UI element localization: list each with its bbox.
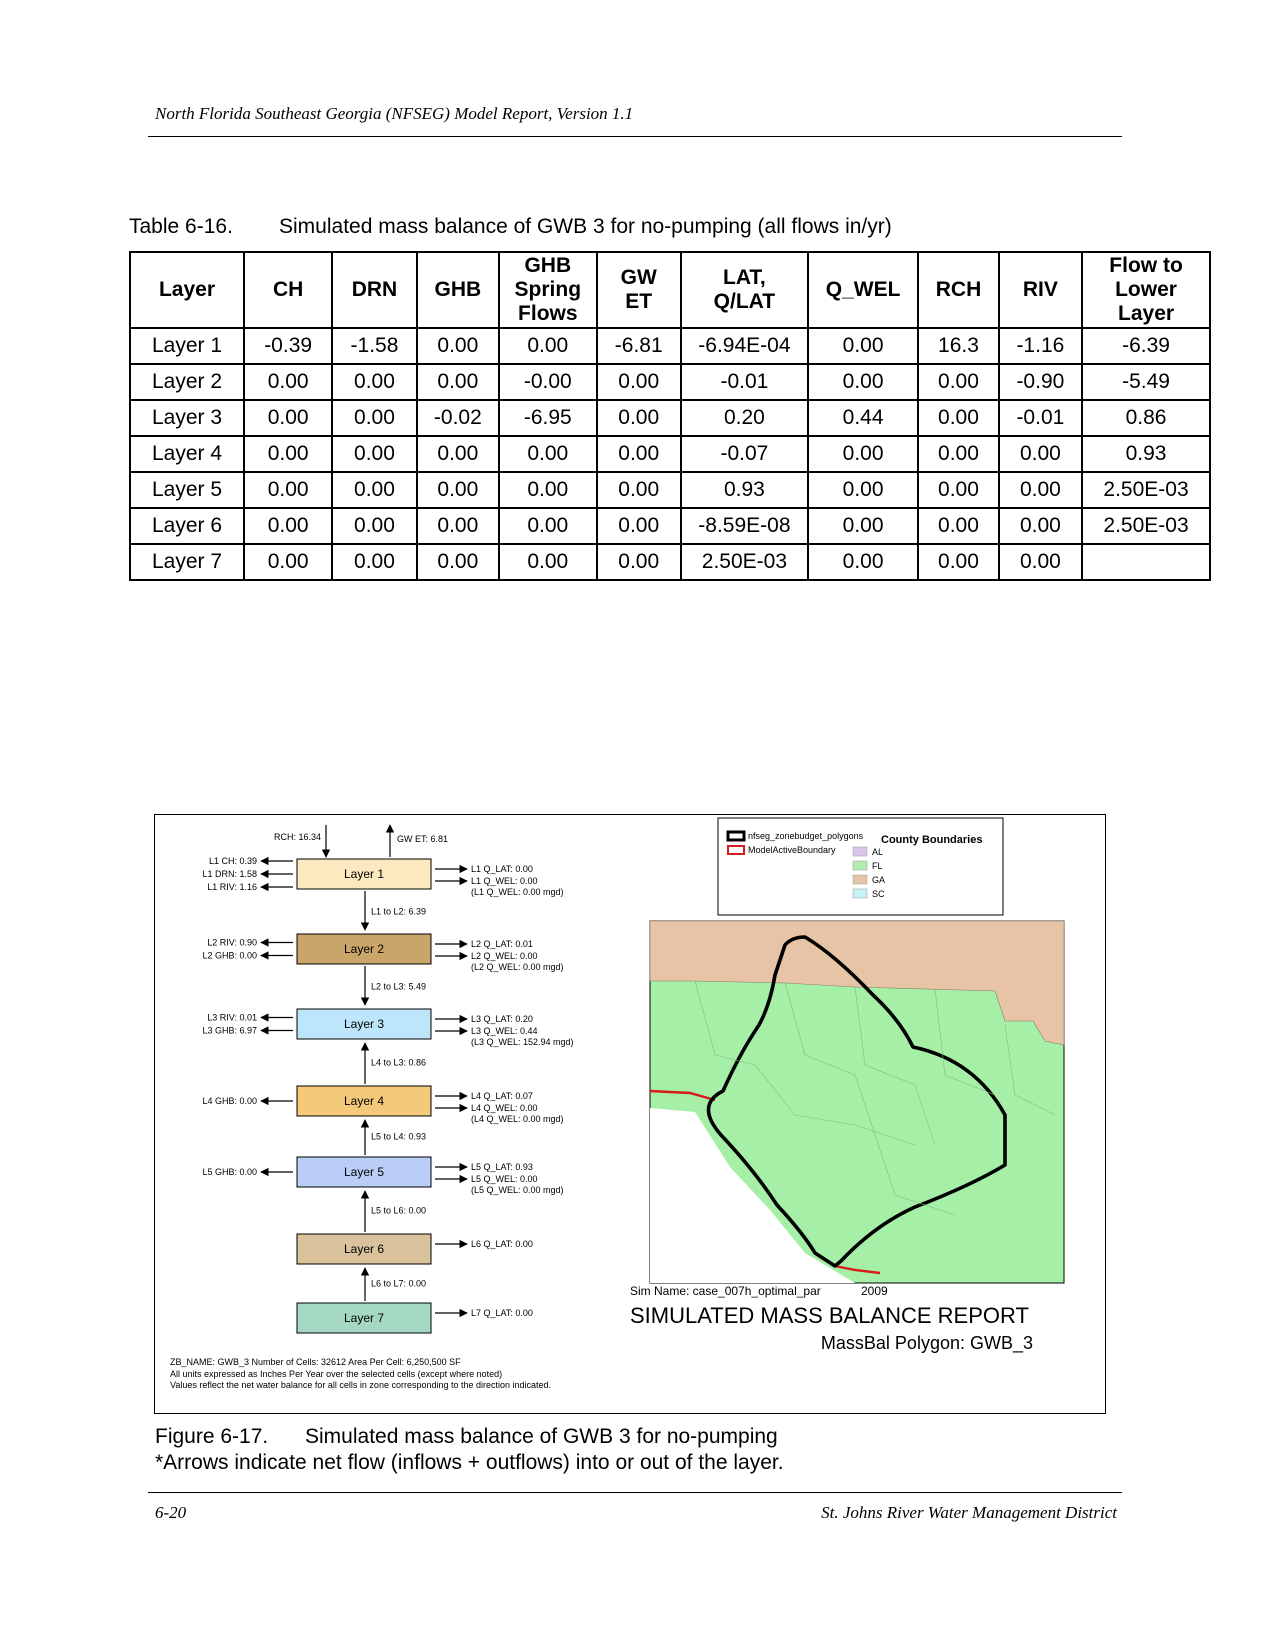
layer-box-label: Layer 4 bbox=[343, 1094, 385, 1108]
county-swatch bbox=[853, 875, 867, 884]
between-layer-label: L4 to L3: 0.86 bbox=[371, 1057, 427, 1068]
table-cell: -6.94E-04 bbox=[681, 328, 808, 364]
column-header bbox=[499, 252, 596, 328]
column-header bbox=[1082, 252, 1210, 328]
between-layer-label: L5 to L4: 0.93 bbox=[371, 1131, 427, 1142]
column-header-line: LAT, bbox=[723, 266, 766, 289]
left-flow-label: L1 RIV: 1.16 bbox=[207, 882, 257, 892]
county-name: SC bbox=[872, 889, 885, 899]
column-header-line: DRN bbox=[351, 278, 398, 301]
table-cell: 0.00 bbox=[999, 544, 1082, 580]
table-cell: -6.95 bbox=[499, 400, 596, 436]
table-cell: 0.00 bbox=[597, 544, 681, 580]
table-cell: 0.00 bbox=[417, 472, 499, 508]
table-cell: 0.00 bbox=[808, 472, 918, 508]
left-flow-label: L2 GHB: 0.00 bbox=[202, 950, 257, 961]
table-cell: 0.00 bbox=[999, 436, 1082, 472]
table-cell: 0.00 bbox=[417, 364, 499, 400]
table-cell: 0.00 bbox=[918, 508, 998, 544]
table-cell: 0.00 bbox=[597, 400, 681, 436]
page-number: 6-20 bbox=[155, 1503, 187, 1522]
right-flow-label: L1 Q_LAT: 0.00 bbox=[471, 864, 533, 874]
right-flow-label: (L1 Q_WEL: 0.00 mgd) bbox=[471, 887, 564, 897]
column-header-line: CH bbox=[272, 278, 304, 301]
table-cell: 0.00 bbox=[332, 364, 416, 400]
figure-note-1: ZB_NAME: GWB_3 Number of Cells: 32612 Area Per Cell: 6,250,500 SF bbox=[170, 1357, 461, 1367]
right-flow-label: L6 Q_LAT: 0.00 bbox=[471, 1239, 533, 1249]
layer-box-label: Layer 5 bbox=[343, 1165, 385, 1179]
table-cell: -0.39 bbox=[244, 328, 332, 364]
between-layer-label: L6 to L7: 0.00 bbox=[371, 1278, 427, 1289]
layer-box-label: Layer 6 bbox=[343, 1242, 385, 1256]
figure-note-3: Values reflect the net water balance for all cells in zone corresponding to the direction indicated. bbox=[170, 1380, 552, 1390]
figure-caption-label: Figure 6-17. bbox=[155, 1425, 269, 1448]
left-flow-label: L3 RIV: 0.01 bbox=[207, 1012, 257, 1023]
table-cell: -0.02 bbox=[417, 400, 499, 436]
sim-year: 2009 bbox=[861, 1284, 888, 1298]
column-header-line: RIV bbox=[1022, 278, 1058, 301]
table-caption bbox=[129, 215, 892, 239]
column-header-line: GHB bbox=[524, 254, 572, 277]
table-cell: 0.00 bbox=[918, 400, 998, 436]
column-header-line: ET bbox=[625, 290, 653, 313]
table-row bbox=[130, 436, 1210, 472]
table-cell: 0.00 bbox=[244, 436, 332, 472]
table-cell: 0.86 bbox=[1082, 400, 1210, 436]
table-cell: 0.00 bbox=[417, 436, 499, 472]
row-label: Layer 2 bbox=[130, 364, 244, 400]
table-cell: 0.00 bbox=[808, 544, 918, 580]
gwet-label: GW ET: 6.81 bbox=[397, 834, 449, 844]
table-cell: 0.00 bbox=[332, 544, 416, 580]
column-header-line: Layer bbox=[158, 278, 216, 301]
table-cell: 0.00 bbox=[999, 508, 1082, 544]
right-flow-label: (L5 Q_WEL: 0.00 mgd) bbox=[471, 1185, 564, 1195]
table-cell: 0.00 bbox=[244, 508, 332, 544]
table-cell: 0.00 bbox=[332, 508, 416, 544]
table-cell: -0.00 bbox=[499, 364, 596, 400]
right-flow-label: L1 Q_WEL: 0.00 bbox=[471, 876, 538, 886]
between-layer-label: L5 to L6: 0.00 bbox=[371, 1205, 427, 1216]
right-flow-label: (L2 Q_WEL: 0.00 mgd) bbox=[471, 962, 564, 972]
right-flow-label: L2 Q_WEL: 0.00 bbox=[471, 951, 538, 961]
county-name: GA bbox=[872, 875, 886, 885]
column-header-line: Flow to bbox=[1109, 254, 1183, 277]
row-label: Layer 4 bbox=[130, 436, 244, 472]
table-cell: 16.3 bbox=[918, 328, 998, 364]
table-cell: 0.00 bbox=[808, 508, 918, 544]
table-cell: 0.00 bbox=[244, 472, 332, 508]
table-cell: 0.00 bbox=[808, 328, 918, 364]
sim-name: Sim Name: case_007h_optimal_par bbox=[630, 1284, 821, 1298]
column-header bbox=[808, 252, 918, 328]
column-header-line: Q/LAT bbox=[713, 290, 776, 313]
column-header bbox=[244, 252, 332, 328]
map-legend bbox=[718, 818, 1003, 915]
table-cell: 0.00 bbox=[499, 544, 596, 580]
mass-balance-figure bbox=[154, 814, 1106, 1414]
table-cell bbox=[1082, 544, 1210, 580]
right-flow-label: L3 Q_WEL: 0.44 bbox=[471, 1026, 538, 1036]
table-row bbox=[130, 364, 1210, 400]
table-cell: 0.93 bbox=[1082, 436, 1210, 472]
layer-box-label: Layer 3 bbox=[343, 1017, 385, 1031]
table-cell: 0.00 bbox=[332, 400, 416, 436]
county-swatch bbox=[853, 847, 867, 856]
right-flow-label: L5 Q_WEL: 0.00 bbox=[471, 1174, 538, 1184]
table-row bbox=[130, 472, 1210, 508]
mass-balance-table bbox=[129, 251, 1211, 581]
table-header-row bbox=[130, 252, 1210, 328]
right-flow-label: (L3 Q_WEL: 152.94 mgd) bbox=[471, 1037, 574, 1047]
row-label: Layer 6 bbox=[130, 508, 244, 544]
table-cell: 0.00 bbox=[417, 544, 499, 580]
table-row bbox=[130, 400, 1210, 436]
layer-box-label: Layer 7 bbox=[343, 1311, 385, 1325]
right-flow-label: (L4 Q_WEL: 0.00 mgd) bbox=[471, 1114, 564, 1124]
table-cell: -0.90 bbox=[999, 364, 1082, 400]
table-cell: 0.00 bbox=[597, 508, 681, 544]
column-header-line: RCH bbox=[935, 278, 982, 301]
table-cell: 0.00 bbox=[244, 544, 332, 580]
row-label: Layer 1 bbox=[130, 328, 244, 364]
table-cell: 2.50E-03 bbox=[1082, 508, 1210, 544]
table-cell: -0.01 bbox=[681, 364, 808, 400]
table-cell: 0.00 bbox=[918, 544, 998, 580]
left-flow-label: L3 GHB: 6.97 bbox=[202, 1025, 257, 1036]
table-cell: 0.00 bbox=[918, 364, 998, 400]
between-layer-label: L1 to L2: 6.39 bbox=[371, 906, 427, 917]
left-flow-label: L4 GHB: 0.00 bbox=[202, 1096, 257, 1106]
county-swatch bbox=[853, 889, 867, 898]
column-header bbox=[417, 252, 499, 328]
table-cell: 0.44 bbox=[808, 400, 918, 436]
legend-county-title: County Boundaries bbox=[881, 834, 983, 846]
table-cell: 0.00 bbox=[999, 472, 1082, 508]
table-cell: -0.07 bbox=[681, 436, 808, 472]
right-flow-label: L4 Q_WEL: 0.00 bbox=[471, 1103, 538, 1113]
left-flow-label: L1 DRN: 1.58 bbox=[202, 869, 257, 879]
figure-canvas bbox=[155, 815, 1105, 1413]
legend-boundary-label: ModelActiveBoundary bbox=[748, 845, 836, 855]
table-cell: 0.00 bbox=[597, 436, 681, 472]
column-header bbox=[999, 252, 1082, 328]
table-cell: 0.00 bbox=[244, 364, 332, 400]
column-header-line: GHB bbox=[434, 278, 482, 301]
right-flow-label: L2 Q_LAT: 0.01 bbox=[471, 939, 533, 949]
row-label: Layer 3 bbox=[130, 400, 244, 436]
table-cell: 0.00 bbox=[918, 472, 998, 508]
layer-box-label: Layer 1 bbox=[343, 867, 385, 881]
table-row bbox=[130, 328, 1210, 364]
table-cell: 0.00 bbox=[597, 364, 681, 400]
column-header bbox=[332, 252, 416, 328]
table-cell: 2.50E-03 bbox=[1082, 472, 1210, 508]
footer-organization: St. Johns River Water Management District bbox=[821, 1503, 1117, 1522]
table-cell: -1.58 bbox=[332, 328, 416, 364]
table-cell: 0.93 bbox=[681, 472, 808, 508]
study-map bbox=[650, 921, 1064, 1283]
table-cell: -1.16 bbox=[999, 328, 1082, 364]
table-cell: 0.00 bbox=[417, 508, 499, 544]
column-header bbox=[597, 252, 681, 328]
table-cell: -5.49 bbox=[1082, 364, 1210, 400]
column-header bbox=[130, 252, 244, 328]
column-header bbox=[681, 252, 808, 328]
column-header-line: Spring bbox=[514, 278, 582, 301]
figure-caption-text: Simulated mass balance of GWB 3 for no-pumping bbox=[305, 1425, 778, 1448]
layer-flow-diagram bbox=[202, 825, 573, 1333]
table-cell: -0.01 bbox=[999, 400, 1082, 436]
layer-box-label: Layer 2 bbox=[343, 942, 385, 956]
table-cell: 0.00 bbox=[499, 472, 596, 508]
table-caption-text: Simulated mass balance of GWB 3 for no-pumping (all flows in/yr) bbox=[279, 215, 892, 238]
table-caption-label: Table 6-16. bbox=[129, 215, 233, 238]
table-row bbox=[130, 544, 1210, 580]
table-cell: 0.00 bbox=[499, 436, 596, 472]
figure-caption bbox=[155, 1424, 784, 1476]
table-cell: 0.00 bbox=[332, 472, 416, 508]
county-swatch bbox=[853, 861, 867, 870]
legend-zone-label: nfseg_zonebudget_polygons bbox=[748, 831, 864, 841]
right-flow-label: L7 Q_LAT: 0.00 bbox=[471, 1308, 533, 1318]
column-header-line: GW bbox=[620, 266, 657, 289]
table-body bbox=[130, 328, 1210, 580]
table-cell: 0.00 bbox=[417, 328, 499, 364]
column-header-line: Flows bbox=[518, 302, 578, 325]
massbal-polygon: MassBal Polygon: GWB_3 bbox=[820, 1333, 1033, 1353]
between-layer-label: L2 to L3: 5.49 bbox=[371, 981, 427, 992]
left-flow-label: L1 CH: 0.39 bbox=[208, 856, 257, 866]
column-header-line: Lower bbox=[1115, 278, 1177, 301]
table-cell: 0.20 bbox=[681, 400, 808, 436]
column-header bbox=[918, 252, 998, 328]
table-cell: 0.00 bbox=[244, 400, 332, 436]
right-flow-label: L4 Q_LAT: 0.07 bbox=[471, 1091, 533, 1101]
figure-caption-note: *Arrows indicate net flow (inflows + outflows) into or out of the layer. bbox=[155, 1451, 784, 1474]
table-cell: 0.00 bbox=[808, 436, 918, 472]
table-cell: 0.00 bbox=[597, 472, 681, 508]
table-cell: -8.59E-08 bbox=[681, 508, 808, 544]
report-title: SIMULATED MASS BALANCE REPORT bbox=[630, 1303, 1029, 1328]
county-name: FL bbox=[872, 861, 883, 871]
right-flow-label: L3 Q_LAT: 0.20 bbox=[471, 1014, 533, 1024]
table-cell: 0.00 bbox=[332, 436, 416, 472]
figure-note-2: All units expressed as Inches Per Year over the selected cells (except where noted) bbox=[170, 1369, 503, 1379]
table-cell: -6.39 bbox=[1082, 328, 1210, 364]
running-head: North Florida Southeast Georgia (NFSEG) Model Report, Version 1.1 bbox=[155, 104, 634, 123]
table-cell: 0.00 bbox=[808, 364, 918, 400]
left-flow-label: L2 RIV: 0.90 bbox=[207, 937, 257, 948]
table-cell: 0.00 bbox=[499, 328, 596, 364]
table-cell: 0.00 bbox=[499, 508, 596, 544]
footer-rule bbox=[148, 1492, 1122, 1493]
column-header-line: Layer bbox=[1118, 302, 1175, 325]
county-name: AL bbox=[872, 847, 884, 857]
row-label: Layer 7 bbox=[130, 544, 244, 580]
row-label: Layer 5 bbox=[130, 472, 244, 508]
header-rule bbox=[148, 136, 1122, 137]
column-header-line: Q_WEL bbox=[825, 278, 901, 301]
left-flow-label: L5 GHB: 0.00 bbox=[202, 1167, 257, 1177]
table-row bbox=[130, 508, 1210, 544]
rch-label: RCH: 16.34 bbox=[273, 832, 321, 842]
table-cell: 2.50E-03 bbox=[681, 544, 808, 580]
table-cell: -6.81 bbox=[597, 328, 681, 364]
table-cell: 0.00 bbox=[918, 436, 998, 472]
right-flow-label: L5 Q_LAT: 0.93 bbox=[471, 1162, 533, 1172]
